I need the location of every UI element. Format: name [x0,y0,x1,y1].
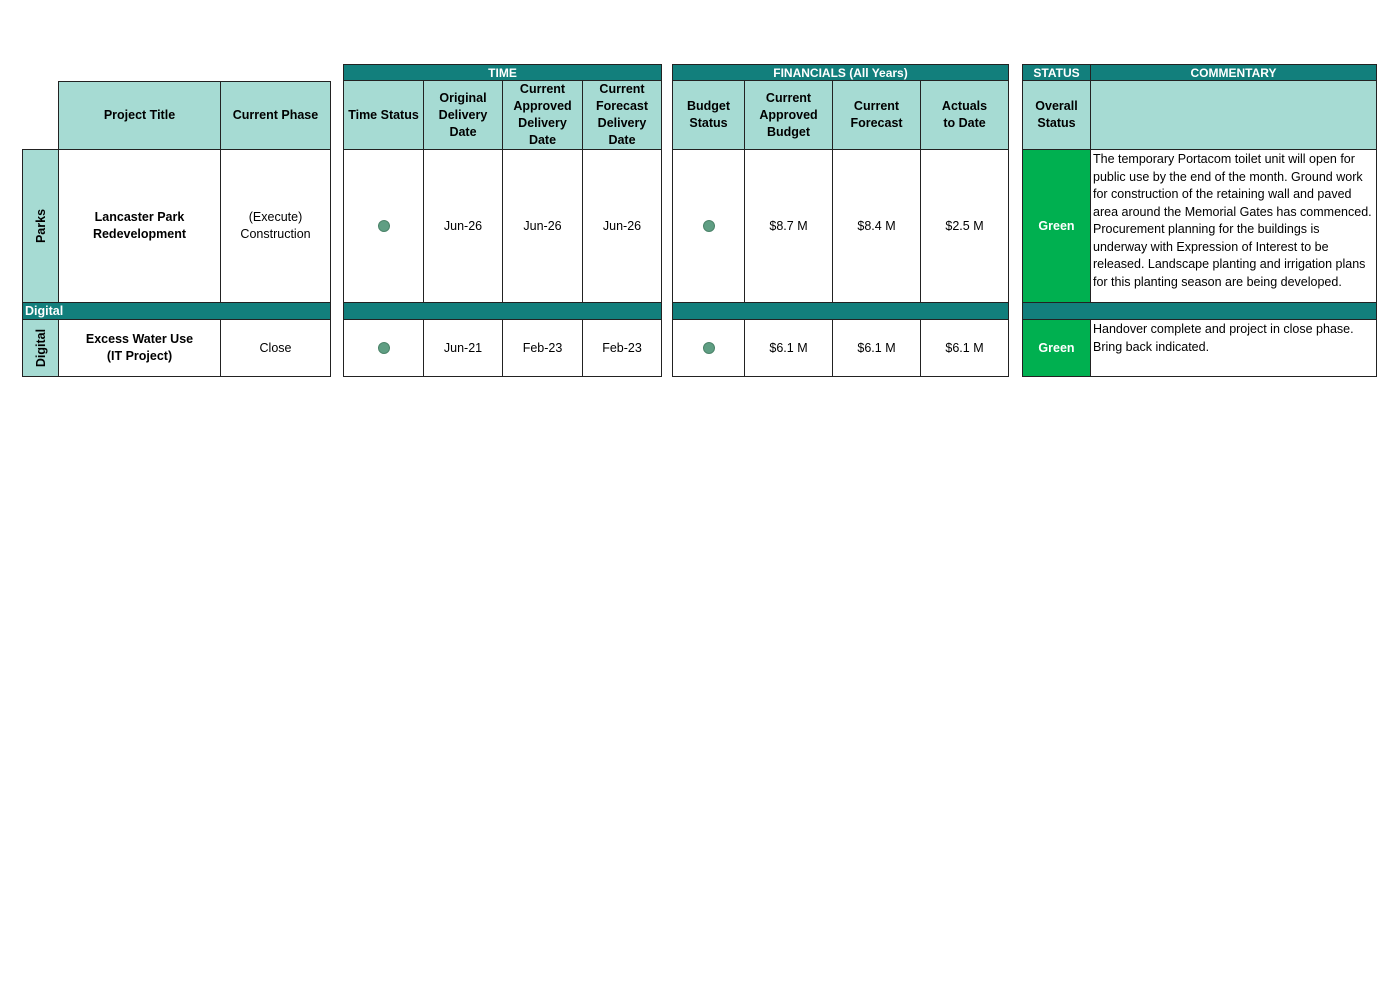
approved-budget: $6.1 M [744,319,833,377]
group-header-commentary: COMMENTARY [1090,64,1377,81]
section-divider-status [1022,302,1377,320]
section-label-digital: Digital [22,319,59,377]
approved-budget: $8.7 M [744,149,833,303]
column-header-current-forecast: Current Forecast [832,80,921,150]
commentary-text: Handover complete and project in close phase. Bring back indicated. [1090,319,1377,377]
current-forecast: $8.4 M [832,149,921,303]
current-forecast: $6.1 M [832,319,921,377]
budget-status-cell [672,149,745,303]
column-header-original-delivery: Original Delivery Date [423,80,503,150]
column-header-project-title: Project Title [58,81,221,150]
actuals-to-date: $6.1 M [920,319,1009,377]
column-header-actuals: Actuals to Date [920,80,1009,150]
status-dot-icon [703,342,715,354]
original-delivery-date: Jun-21 [423,319,503,377]
forecast-delivery-date: Feb-23 [582,319,662,377]
current-phase: (Execute) Construction [220,149,331,303]
section-divider-financials [672,302,1009,320]
group-header-time: TIME [343,64,662,81]
column-header-time-status: Time Status [343,80,424,150]
column-header-forecast-delivery: Current Forecast Delivery Date [582,80,662,150]
time-status-cell [343,319,424,377]
group-header-status: STATUS [1022,64,1091,81]
project-title: Lancaster Park Redevelopment [58,149,221,303]
column-header-overall-status: Overall Status [1022,80,1091,150]
overall-status-badge: Green [1022,319,1091,377]
overall-status-badge: Green [1022,149,1091,303]
section-header-digital: Digital [22,302,331,320]
commentary-text: The temporary Portacom toilet unit will open for public use by the end of the month. Ground work for construction of the retaining wall and paved area around the Memorial Gates has commenced. Procurement planning for the buildings is underway with Expression of Interest to be released. Landscape planting and irrigation plans for this planting season are being developed. [1090,149,1377,303]
approved-delivery-date: Feb-23 [502,319,583,377]
group-header-financials: FINANCIALS (All Years) [672,64,1009,81]
section-divider-time [343,302,662,320]
status-dot-icon [703,220,715,232]
column-header-budget-status: Budget Status [672,80,745,150]
current-phase: Close [220,319,331,377]
approved-delivery-date: Jun-26 [502,149,583,303]
forecast-delivery-date: Jun-26 [582,149,662,303]
project-title: Excess Water Use (IT Project) [58,319,221,377]
status-dot-icon [378,220,390,232]
original-delivery-date: Jun-26 [423,149,503,303]
actuals-to-date: $2.5 M [920,149,1009,303]
column-header-current-phase: Current Phase [220,81,331,150]
status-dot-icon [378,342,390,354]
column-header-approved-budget: Current Approved Budget [744,80,833,150]
time-status-cell [343,149,424,303]
column-header-approved-delivery: Current Approved Delivery Date [502,80,583,150]
column-header-commentary [1090,80,1377,150]
section-label-parks: Parks [22,149,59,303]
budget-status-cell [672,319,745,377]
